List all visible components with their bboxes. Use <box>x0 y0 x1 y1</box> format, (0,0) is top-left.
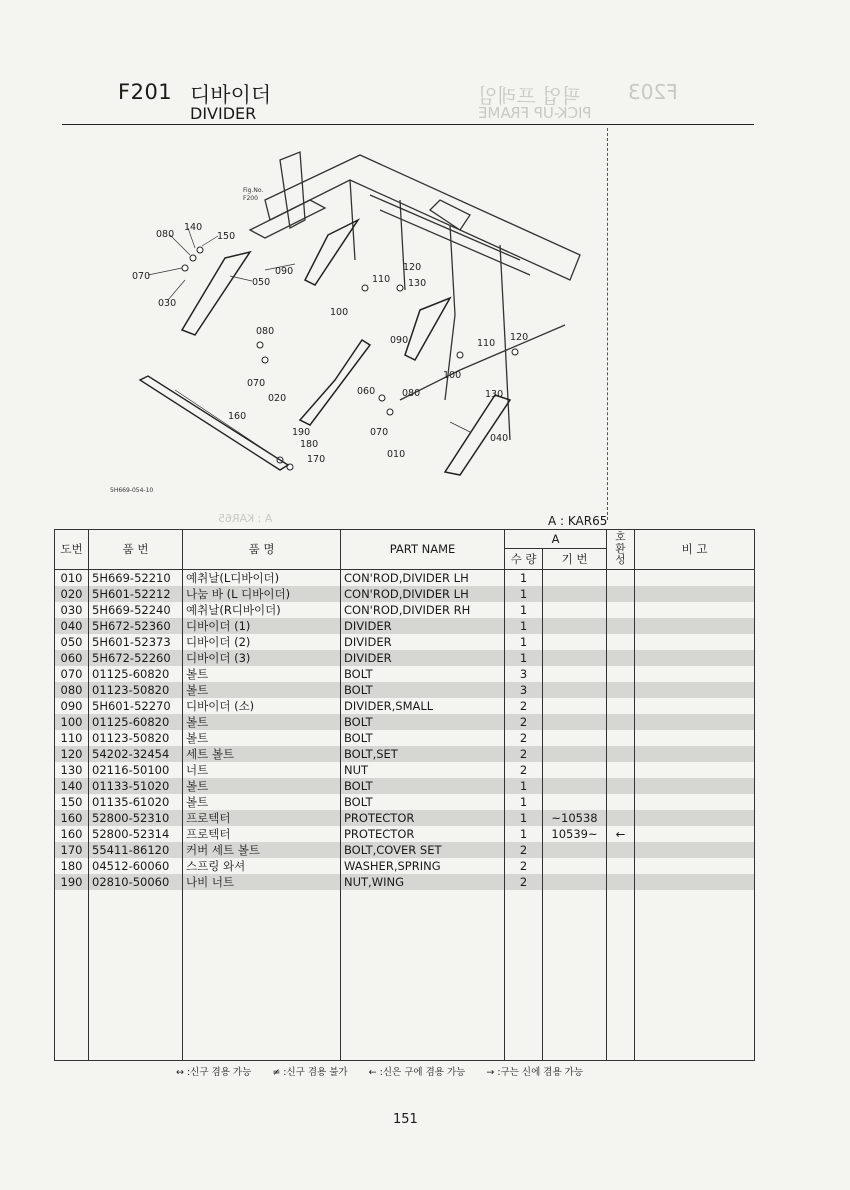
cell-qty: 2 <box>505 698 543 714</box>
cell-qty: 1 <box>505 618 543 634</box>
cell-qty: 1 <box>505 602 543 618</box>
cell-qty: 2 <box>505 746 543 762</box>
bleed-model: A : KAR65 <box>218 512 273 525</box>
cell-base <box>543 746 607 762</box>
cell-base <box>543 842 607 858</box>
page-number: 151 <box>393 1112 418 1127</box>
cell-interchange <box>607 842 635 858</box>
legend-item: ≠ :신구 겸용 불가 <box>272 1067 348 1078</box>
callout-080: 080 <box>156 229 175 240</box>
cell-interchange <box>607 570 635 587</box>
cell-ref: 140 <box>55 778 89 794</box>
cell-ref: 100 <box>55 714 89 730</box>
cell-interchange <box>607 682 635 698</box>
cell-part-no: 01123-50820 <box>89 730 183 746</box>
col-group-a: A <box>505 530 607 549</box>
empty-cell <box>607 890 635 1061</box>
legend-item: ↔ :신구 겸용 가능 <box>176 1067 252 1078</box>
cell-part-no: 5H672-52360 <box>89 618 183 634</box>
cell-remarks <box>635 570 755 587</box>
callout-070-c: 070 <box>370 427 389 438</box>
empty-cell <box>505 890 543 1061</box>
table-row <box>55 650 755 666</box>
section-title-en: DIVIDER <box>190 104 257 123</box>
cell-ref: 130 <box>55 762 89 778</box>
table-row <box>55 634 755 650</box>
callout-110-b: 110 <box>477 338 496 349</box>
cell-ref: 150 <box>55 794 89 810</box>
exploded-parts-diagram <box>100 140 605 510</box>
cell-ref: 160 <box>55 826 89 842</box>
cell-part-no: 01123-50820 <box>89 682 183 698</box>
cell-interchange <box>607 858 635 874</box>
cell-qty: 2 <box>505 762 543 778</box>
cell-name-en: BOLT,COVER SET <box>341 842 505 858</box>
empty-cell <box>635 890 755 1061</box>
cell-remarks <box>635 618 755 634</box>
table-row <box>55 842 755 858</box>
parts-table <box>54 529 755 1061</box>
cell-base: 10539~ <box>543 826 607 842</box>
callout-180: 180 <box>300 439 319 450</box>
cell-interchange <box>607 810 635 826</box>
col-qty: 수 량 <box>505 549 543 570</box>
callout-070: 070 <box>132 271 151 282</box>
cell-qty: 2 <box>505 730 543 746</box>
cell-remarks <box>635 810 755 826</box>
cell-name-en: PROTECTOR <box>341 826 505 842</box>
cell-qty: 1 <box>505 826 543 842</box>
callout-020: 020 <box>268 393 287 404</box>
cell-interchange: ← <box>607 826 635 842</box>
section-title-ko: 디바이더 <box>190 83 272 107</box>
cell-name-en: CON'ROD,DIVIDER LH <box>341 586 505 602</box>
cell-qty: 2 <box>505 842 543 858</box>
cell-remarks <box>635 602 755 618</box>
cell-name-ko: 예취날(R디바이더) <box>183 602 341 618</box>
cell-base <box>543 858 607 874</box>
cell-qty: 1 <box>505 570 543 587</box>
table-empty-rows <box>55 890 755 1061</box>
col-name-en: PART NAME <box>341 530 505 570</box>
cell-base <box>543 874 607 890</box>
cell-qty: 1 <box>505 650 543 666</box>
cell-part-no: 02810-50060 <box>89 874 183 890</box>
empty-cell <box>543 890 607 1061</box>
callout-170: 170 <box>307 454 326 465</box>
cell-qty: 1 <box>505 794 543 810</box>
cell-remarks <box>635 746 755 762</box>
table-row <box>55 714 755 730</box>
cell-part-no: 04512-60060 <box>89 858 183 874</box>
bleed-title-code: F203 <box>628 80 678 104</box>
cell-name-ko: 디바이더 (2) <box>183 634 341 650</box>
cell-name-en: BOLT <box>341 714 505 730</box>
cell-name-ko: 스프링 와셔 <box>183 858 341 874</box>
table-row <box>55 682 755 698</box>
cell-name-ko: 디바이더 (1) <box>183 618 341 634</box>
cell-name-en: DIVIDER <box>341 618 505 634</box>
col-name-ko: 품 명 <box>183 530 341 570</box>
cell-base <box>543 698 607 714</box>
cell-remarks <box>635 858 755 874</box>
cell-ref: 120 <box>55 746 89 762</box>
table-row <box>55 618 755 634</box>
table-row <box>55 826 755 842</box>
table-row <box>55 746 755 762</box>
cell-name-ko: 디바이더 (3) <box>183 650 341 666</box>
cell-part-no: 5H601-52373 <box>89 634 183 650</box>
cell-interchange <box>607 698 635 714</box>
cell-qty: 3 <box>505 666 543 682</box>
bleed-title-en: PICK-UP FRAME <box>478 104 592 122</box>
cell-ref: 050 <box>55 634 89 650</box>
cell-name-en: BOLT <box>341 666 505 682</box>
cell-ref: 170 <box>55 842 89 858</box>
fig-no-label: Fig.No. <box>243 187 264 194</box>
cell-qty: 1 <box>505 810 543 826</box>
cell-qty: 3 <box>505 682 543 698</box>
col-remarks: 비 고 <box>635 530 755 570</box>
table-row <box>55 698 755 714</box>
callout-030: 030 <box>158 298 177 309</box>
cell-ref: 040 <box>55 618 89 634</box>
cell-part-no: 5H669-52240 <box>89 602 183 618</box>
callout-140: 140 <box>184 222 203 233</box>
callout-060: 060 <box>357 386 376 397</box>
cell-qty: 2 <box>505 714 543 730</box>
cell-remarks <box>635 634 755 650</box>
protector-bar <box>140 376 288 470</box>
cell-ref: 060 <box>55 650 89 666</box>
page-divider-dashed <box>607 128 608 520</box>
bleed-title-ko: 픽업 프레임 <box>478 84 581 108</box>
cell-ref: 180 <box>55 858 89 874</box>
cell-part-no: 52800-52310 <box>89 810 183 826</box>
cell-part-no: 5H601-52270 <box>89 698 183 714</box>
cell-name-ko: 볼트 <box>183 666 341 682</box>
table-row <box>55 858 755 874</box>
cell-base <box>543 602 607 618</box>
drawing-number: 5H669-054-10 <box>110 487 154 494</box>
table-row <box>55 730 755 746</box>
empty-cell <box>341 890 505 1061</box>
cell-name-en: CON'ROD,DIVIDER RH <box>341 602 505 618</box>
cell-base <box>543 794 607 810</box>
cell-name-ko: 나비 너트 <box>183 874 341 890</box>
cell-qty: 1 <box>505 586 543 602</box>
cell-part-no: 5H672-52260 <box>89 650 183 666</box>
cell-interchange <box>607 714 635 730</box>
col-ref: 도번 <box>55 530 89 570</box>
cell-remarks <box>635 650 755 666</box>
callout-010: 010 <box>387 449 406 460</box>
cell-remarks <box>635 842 755 858</box>
cell-remarks <box>635 762 755 778</box>
cell-ref: 110 <box>55 730 89 746</box>
cell-qty: 2 <box>505 858 543 874</box>
cell-part-no: 01133-51020 <box>89 778 183 794</box>
callout-040: 040 <box>490 433 509 444</box>
cell-interchange <box>607 762 635 778</box>
col-interchange: 호 환 성 <box>607 530 635 570</box>
cell-base <box>543 634 607 650</box>
cell-name-en: DIVIDER <box>341 650 505 666</box>
callout-100: 100 <box>330 307 349 318</box>
cell-interchange <box>607 586 635 602</box>
callout-080-b: 080 <box>256 326 275 337</box>
cell-remarks <box>635 682 755 698</box>
table-row <box>55 570 755 587</box>
cell-name-en: NUT,WING <box>341 874 505 890</box>
col-part-no: 품 번 <box>89 530 183 570</box>
table-row <box>55 874 755 890</box>
cell-part-no: 52800-52314 <box>89 826 183 842</box>
callout-130: 130 <box>408 278 427 289</box>
cell-name-ko: 너트 <box>183 762 341 778</box>
col-base: 기 번 <box>543 549 607 570</box>
cell-base <box>543 762 607 778</box>
cell-ref: 190 <box>55 874 89 890</box>
cell-name-en: DIVIDER <box>341 634 505 650</box>
divider-blades <box>182 220 510 475</box>
parts-table-body <box>55 570 755 1061</box>
cell-base: ~10538 <box>543 810 607 826</box>
callout-150: 150 <box>217 231 236 242</box>
header-rule <box>62 124 754 125</box>
cell-remarks <box>635 698 755 714</box>
cell-ref: 080 <box>55 682 89 698</box>
cell-interchange <box>607 618 635 634</box>
cell-name-ko: 프로텍터 <box>183 810 341 826</box>
cell-interchange <box>607 666 635 682</box>
cell-interchange <box>607 650 635 666</box>
table-row <box>55 794 755 810</box>
cell-name-en: BOLT,SET <box>341 746 505 762</box>
callout-050: 050 <box>252 277 271 288</box>
cell-part-no: 5H601-52212 <box>89 586 183 602</box>
cell-qty: 2 <box>505 874 543 890</box>
model-label: A : KAR65 <box>548 514 608 528</box>
cell-ref: 070 <box>55 666 89 682</box>
callout-160: 160 <box>228 411 247 422</box>
cell-name-ko: 커버 세트 볼트 <box>183 842 341 858</box>
cell-base <box>543 586 607 602</box>
cell-part-no: 01125-60820 <box>89 666 183 682</box>
cell-remarks <box>635 666 755 682</box>
cell-interchange <box>607 730 635 746</box>
cell-name-ko: 볼트 <box>183 714 341 730</box>
cell-name-ko: 볼트 <box>183 730 341 746</box>
cell-name-en: CON'ROD,DIVIDER LH <box>341 570 505 587</box>
cell-interchange <box>607 778 635 794</box>
cell-name-ko: 디바이더 (소) <box>183 698 341 714</box>
cell-part-no: 02116-50100 <box>89 762 183 778</box>
cell-name-en: NUT <box>341 762 505 778</box>
section-code: F201 <box>118 80 173 104</box>
table-row <box>55 586 755 602</box>
cell-base <box>543 618 607 634</box>
cell-name-en: PROTECTOR <box>341 810 505 826</box>
callout-090-b: 090 <box>390 335 409 346</box>
callout-090: 090 <box>275 266 294 277</box>
cell-name-ko: 세트 볼트 <box>183 746 341 762</box>
callout-120: 120 <box>403 262 422 273</box>
cell-name-ko: 나눔 바 (L 디바이더) <box>183 586 341 602</box>
cell-part-no: 01125-60820 <box>89 714 183 730</box>
cell-name-ko: 예취날(L디바이더) <box>183 570 341 587</box>
callout-070-b: 070 <box>247 378 266 389</box>
table-row <box>55 810 755 826</box>
table-row <box>55 602 755 618</box>
cell-base <box>543 730 607 746</box>
interchange-legend <box>176 1064 601 1078</box>
callout-100-b: 100 <box>443 370 462 381</box>
cell-base <box>543 682 607 698</box>
cell-name-en: BOLT <box>341 778 505 794</box>
empty-cell <box>89 890 183 1061</box>
callout-080-c: 080 <box>402 388 421 399</box>
cell-qty: 1 <box>505 778 543 794</box>
cell-base <box>543 650 607 666</box>
table-row <box>55 762 755 778</box>
cell-interchange <box>607 794 635 810</box>
cell-base <box>543 570 607 587</box>
legend-item: ← :신은 구에 겸용 가능 <box>368 1067 466 1078</box>
cell-base <box>543 714 607 730</box>
cell-ref: 010 <box>55 570 89 587</box>
callout-130-b: 130 <box>485 389 504 400</box>
cell-name-en: BOLT <box>341 794 505 810</box>
cell-qty: 1 <box>505 634 543 650</box>
cell-base <box>543 666 607 682</box>
cell-ref: 030 <box>55 602 89 618</box>
cell-remarks <box>635 730 755 746</box>
table-row <box>55 778 755 794</box>
empty-cell <box>55 890 89 1061</box>
cell-name-en: BOLT <box>341 730 505 746</box>
cell-interchange <box>607 602 635 618</box>
cell-name-ko: 볼트 <box>183 794 341 810</box>
cell-interchange <box>607 634 635 650</box>
cell-remarks <box>635 714 755 730</box>
cell-name-en: WASHER,SPRING <box>341 858 505 874</box>
cell-ref: 090 <box>55 698 89 714</box>
callout-120-b: 120 <box>510 332 529 343</box>
cell-part-no: 5H669-52210 <box>89 570 183 587</box>
empty-cell <box>183 890 341 1061</box>
cell-interchange <box>607 874 635 890</box>
callout-190: 190 <box>292 427 311 438</box>
fig-no-value: F200 <box>243 195 258 202</box>
cell-remarks <box>635 794 755 810</box>
cell-ref: 160 <box>55 810 89 826</box>
cell-remarks <box>635 586 755 602</box>
cell-remarks <box>635 874 755 890</box>
cell-part-no: 55411-86120 <box>89 842 183 858</box>
cell-name-en: BOLT <box>341 682 505 698</box>
cell-name-ko: 프로텍터 <box>183 826 341 842</box>
cell-part-no: 01135-61020 <box>89 794 183 810</box>
cell-part-no: 54202-32454 <box>89 746 183 762</box>
table-row <box>55 666 755 682</box>
legend-item: → :구는 신에 겸용 가능 <box>486 1067 583 1078</box>
cell-remarks <box>635 826 755 842</box>
cell-name-en: DIVIDER,SMALL <box>341 698 505 714</box>
cell-interchange <box>607 746 635 762</box>
cell-ref: 020 <box>55 586 89 602</box>
cell-name-ko: 볼트 <box>183 682 341 698</box>
cell-remarks <box>635 778 755 794</box>
cell-base <box>543 778 607 794</box>
callout-110: 110 <box>372 274 391 285</box>
cell-name-ko: 볼트 <box>183 778 341 794</box>
